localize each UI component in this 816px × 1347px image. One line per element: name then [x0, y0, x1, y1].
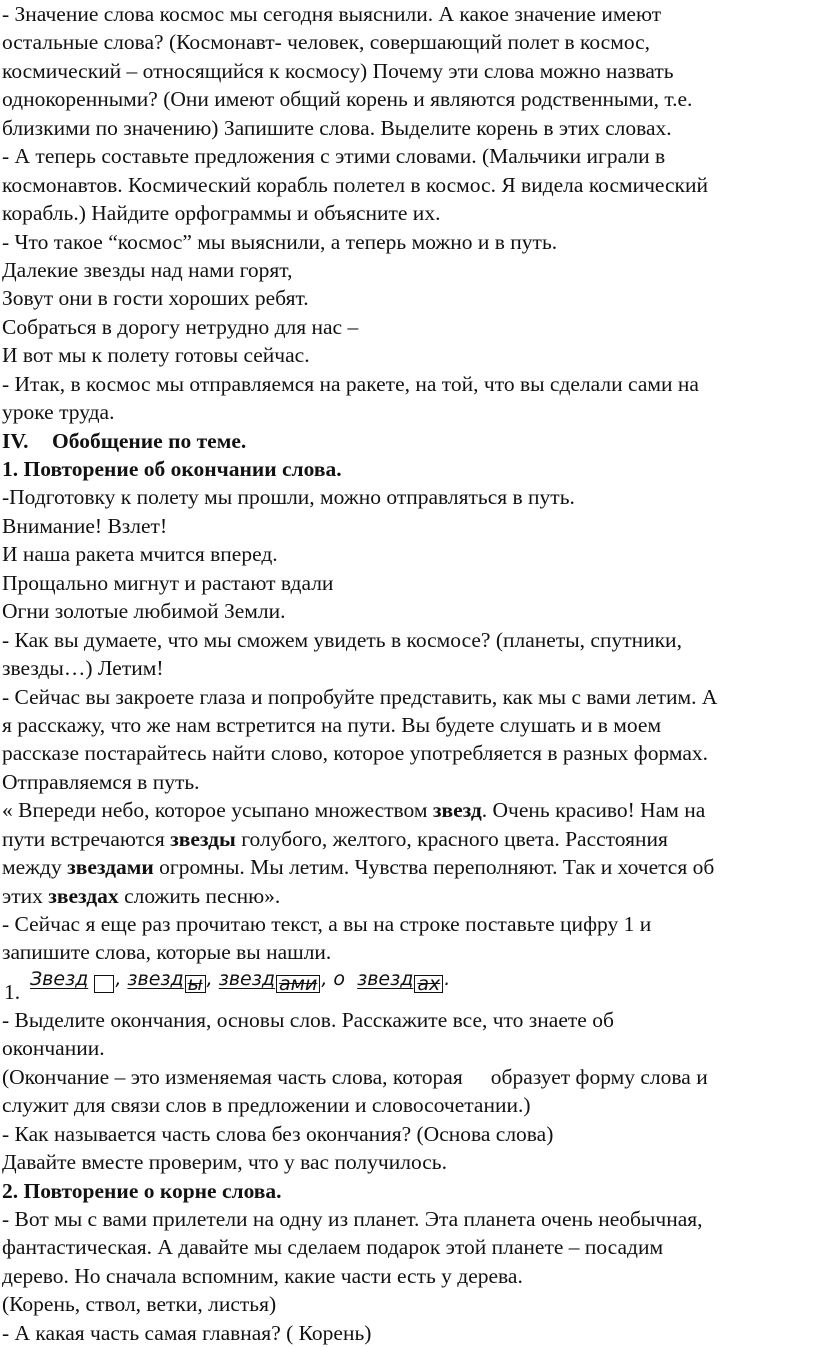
poem-line: Далекие звезды над нами горят, — [2, 257, 293, 282]
text-line: корабль.) Найдите орфограммы и объясните их. — [2, 201, 441, 226]
poem-line: И вот мы к полету готовы сейчас. — [2, 343, 310, 368]
text-line: фантастическая. А давайте мы сделаем подарок этой планете – посадим — [2, 1235, 664, 1260]
story-text: огромны. Мы летим. Чувства переполняют. Так и хочется об — [153, 855, 715, 880]
definition-text: (Окончание – это изменяемая часть слова, которая — [2, 1064, 463, 1089]
story-text: этих — [2, 883, 49, 908]
text-line: - Сейчас вы закроете глаза и попробуйте представить, как мы с вами летим. А — [2, 684, 718, 709]
text-line: - А какая часть самая главная? ( Корень) — [2, 1320, 372, 1345]
story-text: « Впереди небо, которое усыпано множеством — [2, 798, 433, 823]
text-line: - А теперь составьте предложения с этими словами. (Мальчики играли в — [2, 144, 666, 169]
text-line: космонавтов. Космический корабль полетел в космос. Я видела космический — [2, 172, 709, 197]
text-line: я расскажу, что же нам встретится на пути. Вы будете слушать и в моем — [2, 712, 662, 737]
text-line: - Выделите окончания, основы слов. Расскажите все, что знаете об — [2, 1007, 614, 1032]
heading-text: Обобщение по теме. — [52, 428, 247, 453]
example-number: 1. — [4, 979, 21, 1004]
text-line: - Вот мы с вами прилетели на одну из планет. Эта планета очень необычная, — [2, 1206, 703, 1231]
preposition: о — [333, 967, 346, 990]
text-line: (Корень, ствол, ветки, листья) — [2, 1292, 277, 1317]
ending-box-empty — [94, 975, 114, 993]
text-line: - Что такое “космос” мы выяснили, а теперь можно и в путь. — [2, 229, 558, 254]
definition-line — [2, 1063, 810, 1091]
poem-line: Зовут они в гости хороших ребят. — [2, 286, 309, 311]
comma: , — [115, 967, 122, 990]
poem-line: И наша ракета мчится вперед. — [2, 542, 278, 567]
handwritten-words — [30, 967, 451, 995]
comma: , — [321, 967, 328, 990]
story-line — [2, 825, 810, 853]
ending-text: ах — [417, 972, 441, 995]
definition-text: образует форму слова и — [490, 1064, 708, 1089]
poem-line: Собраться в дорогу нетрудно для нас – — [2, 314, 359, 339]
poem-line: Прощально мигнут и растают вдали — [2, 570, 334, 595]
text-line: рассказе постарайтесь найти слово, которое употребляется в разных формах. — [2, 741, 709, 766]
ending-box — [276, 972, 320, 995]
text-line: - Как вы думаете, что мы сможем увидеть в космосе? (планеты, спутники, — [2, 627, 682, 652]
comma: , — [206, 967, 213, 990]
story-keyword: звездах — [48, 883, 119, 908]
text-line: дерево. Но сначала вспомним, какие части есть у дерева. — [2, 1263, 523, 1288]
story-keyword: звезд — [432, 798, 482, 823]
paragraph-block-2 — [2, 483, 810, 796]
word-stem: звезд — [218, 967, 275, 990]
paragraph-block-1 — [2, 0, 810, 427]
story-text: сложить песню». — [118, 883, 281, 908]
story-line — [2, 853, 810, 881]
ending-box — [414, 972, 443, 995]
subsection-heading-1: 1. Повторение об окончании слова. — [2, 457, 342, 481]
story-line — [2, 882, 810, 910]
text-line: служит для связи слов в предложении и словосочетании.) — [2, 1093, 531, 1118]
story-block — [2, 796, 810, 910]
text-line: Давайте вместе проверим, что у вас получилось. — [2, 1150, 447, 1175]
story-text: пути встречаются — [2, 826, 171, 851]
text-line: остальные слова? (Космонавт- человек, совершающий полет в космос, — [2, 30, 651, 55]
text-line: - Как называется часть слова без окончания? (Основа слова) — [2, 1121, 554, 1146]
story-text: между — [2, 855, 68, 880]
word-stem: Звезд — [30, 967, 89, 990]
text-line: уроке труда. — [2, 400, 115, 425]
section-heading-iv — [2, 427, 810, 455]
story-text: . Очень красиво! Нам на — [481, 798, 706, 823]
heading-number: IV. — [2, 428, 29, 453]
text-line: - Значение слова космос мы сегодня выяснили. А какое значение имеют — [2, 2, 662, 26]
text-line: звезды…) Летим! — [2, 656, 164, 681]
text-line: однокоренными? (Они имеют общий корень и являются родственными, т.е. — [2, 87, 693, 112]
subsection-heading-2: 2. Повторение о корне слова. — [2, 1178, 282, 1203]
period: . — [444, 967, 451, 990]
story-keyword: звезды — [170, 826, 236, 851]
word-stem: звезд — [127, 967, 184, 990]
story-text: голубого, желтого, красного цвета. Расстояния — [235, 826, 668, 851]
text-line: Отправляемся в путь. — [2, 769, 200, 794]
word-stem: звезд — [357, 967, 414, 990]
text-line: космический – относящийся к космосу) Почему эти слова можно назвать — [2, 58, 674, 83]
ending-box — [185, 972, 206, 995]
ending-text: ы — [187, 972, 203, 995]
text-line: окончании. — [2, 1036, 105, 1061]
poem-line: Огни золотые любимой Земли. — [2, 599, 286, 624]
text-line: - Итак, в космос мы отправляемся на ракете, на той, что вы сделали сами на — [2, 371, 699, 396]
text-line: запишите слова, которые вы нашли. — [2, 940, 332, 965]
story-line — [2, 796, 810, 824]
story-keyword: звездами — [67, 855, 154, 880]
text-line: близкими по значению) Запишите слова. Выделите корень в этих словах. — [2, 115, 672, 140]
handwritten-example — [2, 967, 810, 1006]
text-line: - Сейчас я еще раз прочитаю текст, а вы на строке поставьте цифру 1 и — [2, 912, 652, 936]
text-line: -Подготовку к полету мы прошли, можно отправляться в путь. — [2, 485, 575, 510]
ending-text: ами — [278, 972, 318, 995]
paragraph-block-3 — [2, 1205, 810, 1347]
poem-line: Внимание! Взлет! — [2, 513, 168, 538]
